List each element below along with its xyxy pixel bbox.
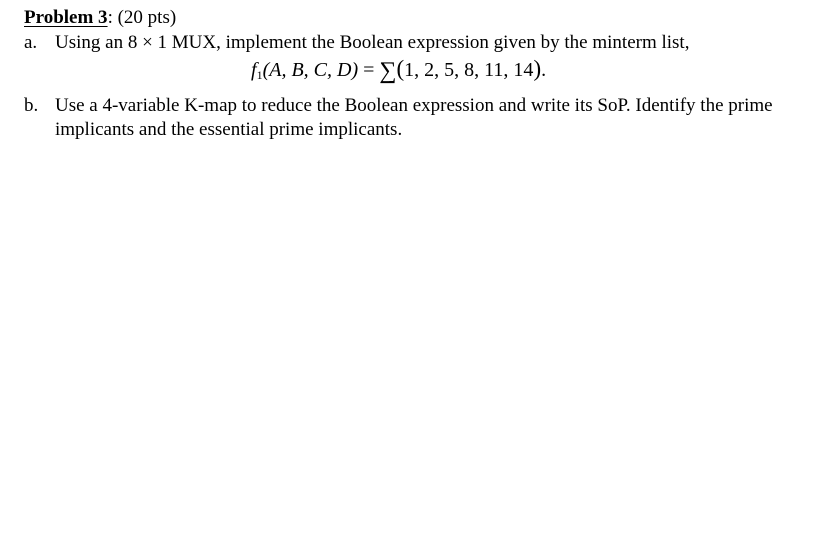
equals-sign: = (358, 59, 380, 81)
open-paren: ( (396, 56, 405, 81)
problem-points: (20 pts) (112, 7, 177, 28)
problem-colon: : (107, 7, 113, 28)
formula-period: . (541, 59, 547, 81)
problem-number: Problem 3 (24, 7, 108, 28)
function-name: f (251, 59, 257, 81)
part-b-text: Use a 4-variable K-map to reduce the Boolean expression and write its SoP. Identify the prime implicants and the essential prime implicants. (55, 95, 773, 140)
problem-heading (24, 5, 804, 31)
function-arguments: (A, B, C, D) (262, 59, 359, 81)
part-b (24, 94, 804, 142)
minterm-formula (24, 55, 804, 89)
part-b-marker: b. (24, 95, 39, 116)
minterm-list: 1, 2, 5, 8, 11, 14 (404, 59, 534, 81)
problem-block (24, 5, 804, 142)
close-paren: ) (533, 56, 542, 81)
function-subscript: 1 (256, 68, 263, 82)
sigma-symbol: ∑ (379, 58, 397, 84)
part-a-text: Using an 8 × 1 MUX, implement the Boolean expression given by the minterm list, (55, 32, 690, 53)
part-a-marker: a. (24, 32, 38, 53)
part-a (24, 31, 804, 55)
